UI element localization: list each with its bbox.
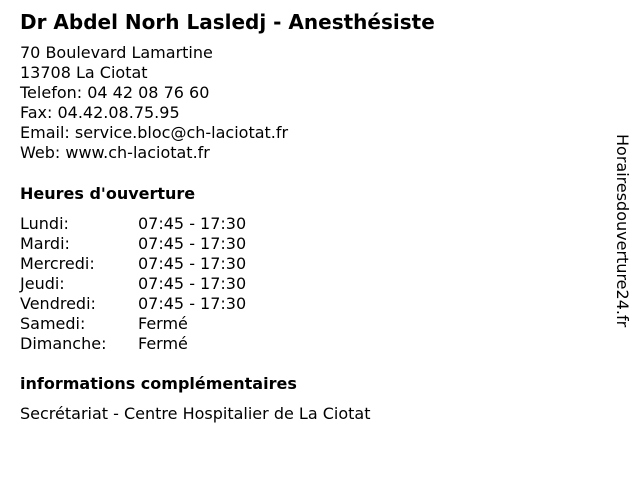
page-title: Dr Abdel Norh Lasledj - Anesthésiste <box>20 10 435 34</box>
contact-block <box>20 43 288 163</box>
address-street: 70 Boulevard Lamartine <box>20 43 213 62</box>
website-address: Web: www.ch-laciotat.fr <box>20 143 210 162</box>
additional-info-heading: informations complémentaires <box>20 374 297 393</box>
time-value: Fermé <box>138 314 188 333</box>
time-value: 07:45 - 17:30 <box>138 234 247 253</box>
email-address: Email: service.bloc@ch-laciotat.fr <box>20 123 289 142</box>
time-value: 07:45 - 17:30 <box>138 254 247 273</box>
time-value: 07:45 - 17:30 <box>138 294 247 313</box>
phone-number: Telefon: 04 42 08 76 60 <box>20 83 210 102</box>
time-value: Fermé <box>138 334 188 353</box>
day-label: Jeudi: <box>20 274 65 293</box>
day-label: Vendredi: <box>20 294 96 313</box>
time-value: 07:45 - 17:30 <box>138 274 247 293</box>
day-label: Mercredi: <box>20 254 95 273</box>
time-value: 07:45 - 17:30 <box>138 214 247 233</box>
address-city: 13708 La Ciotat <box>20 63 148 82</box>
day-label: Mardi: <box>20 234 70 253</box>
fax-number: Fax: 04.42.08.75.95 <box>20 103 180 122</box>
day-label: Samedi: <box>20 314 86 333</box>
additional-info-text: Secrétariat - Centre Hospitalier de La Ciotat <box>20 404 371 423</box>
day-label: Lundi: <box>20 214 69 233</box>
opening-hours-heading: Heures d'ouverture <box>20 184 196 203</box>
site-watermark: Horairesdouverture24.fr <box>613 134 632 328</box>
day-label: Dimanche: <box>20 334 107 353</box>
